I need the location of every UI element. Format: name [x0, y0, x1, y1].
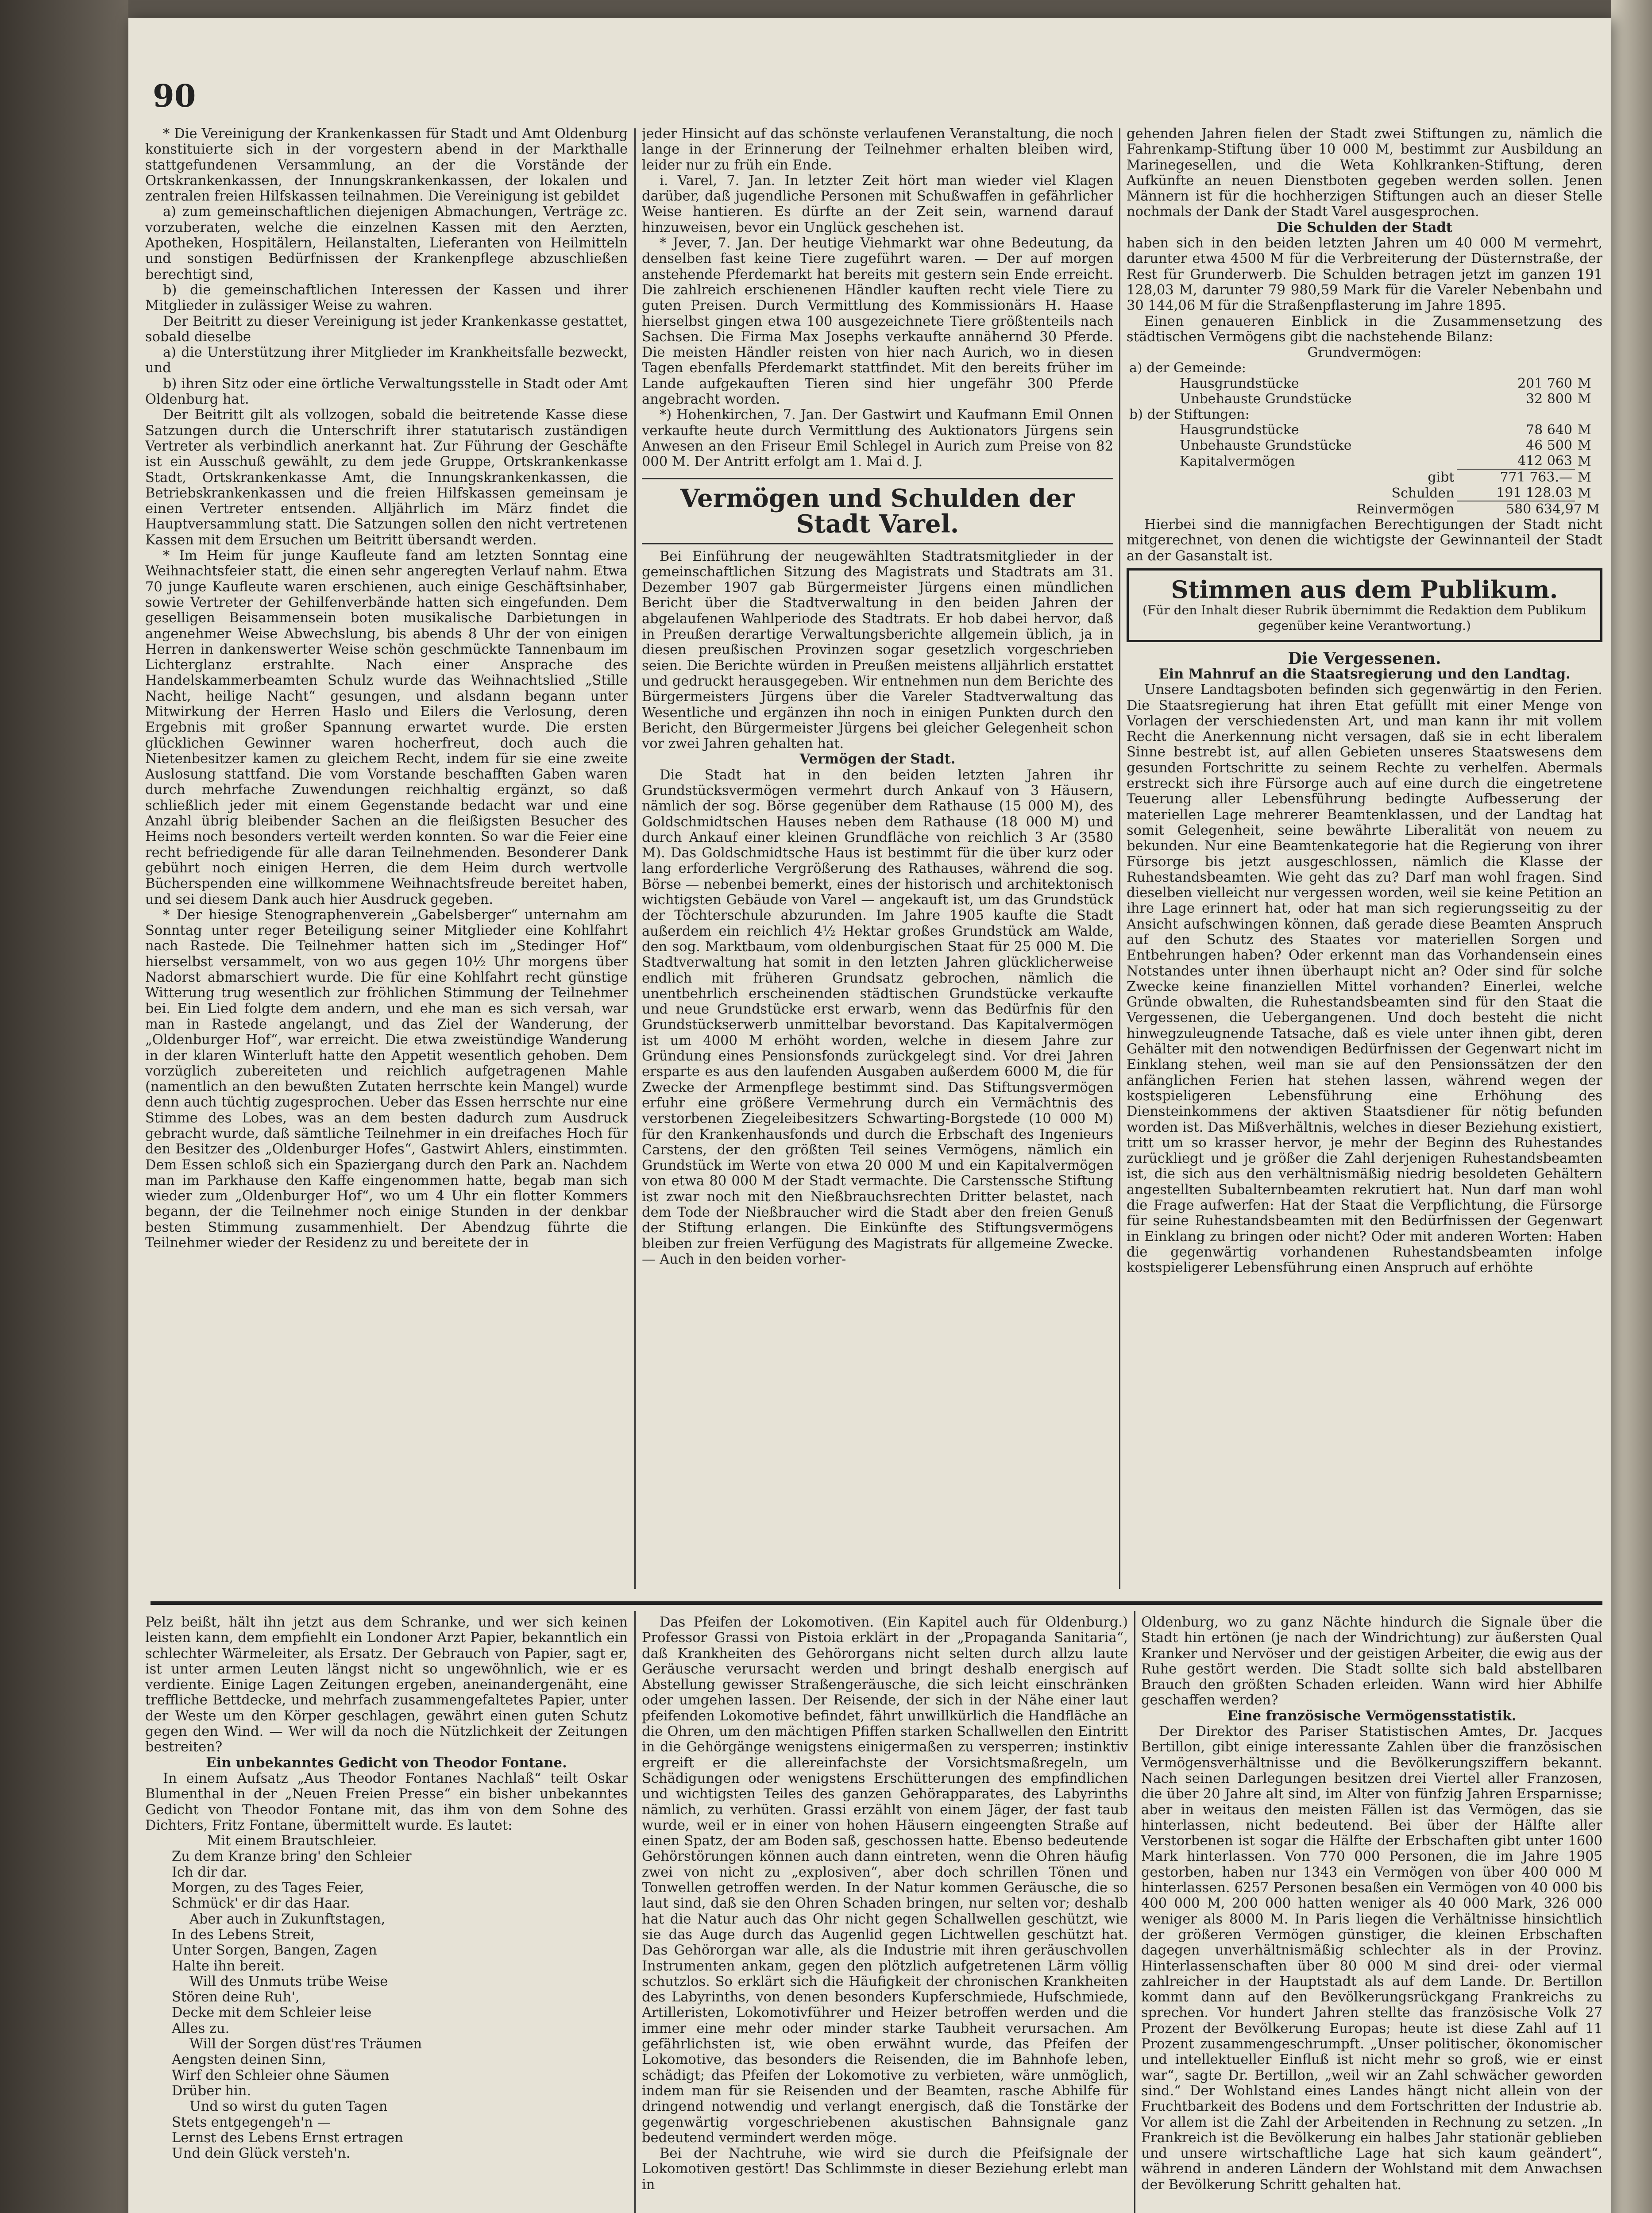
page-number: 90: [153, 77, 196, 114]
poem-line: Halte ihn bereit.: [172, 1958, 285, 1974]
article-paragraph: Bei der Nachtruhe, wie wird sie durch die Pfeifsignale der Lokomotiven gestört! Das Schlimmste in dieser Beziehung erlebt man in: [642, 2146, 1128, 2193]
balance-value: 771 763.—: [1500, 470, 1573, 486]
table-row: [1127, 376, 1602, 391]
poem-line: Und so wirst du guten Tagen: [189, 2099, 388, 2115]
poem-line: Decke mit dem Schleier leise: [172, 2005, 372, 2021]
list-item: a) zum gemeinschaftlichen diejenigen Abmachungen, Verträge zc. vorzuberaten, welche die einzelnen Kassen mit den Aerzten, Apotheken, Hospitälern, Heilanstalten, Lieferanten von Heilmitteln und sonstigen Bedürfnissen der Krankenpflege abzuschließen berechtigt sind,: [145, 204, 628, 282]
balance-value: 412 063: [1457, 453, 1575, 469]
table-row: [1127, 391, 1602, 407]
article-paragraph: Hierbei sind die mannigfachen Berechtigungen der Stadt nicht mitgerechnet, von denen die wichtigste der Gewinnanteil der Stadt an der Gasanstalt ist.: [1127, 517, 1602, 564]
article-paragraph: Bei Einführung der neugewählten Stadtratsmitglieder in der gemeinschaftlichen Sitzung des Magistrats und Stadtrats am 31. Dezember 1907 gab Bürgermeister Jürgens einen mündlichen Bericht über die Stadtverwaltung in den beiden Jahren der abgelaufenen Wahlperiode des Stadtrats. Er hob dabei hervor, daß in Preußen derartige Verwaltungsberichte allgemein üblich, ja in diesen preußischen Provinzen sogar gesetzlich vorgeschrieben seien. Die Berichte würden in Preußen meistens alljährlich erstattet und gedruckt herausgegeben. Wir entnehmen nun dem Berichte des Bürgermeisters Jürgens über die Vareler Stadtverwaltung das Wesentliche und ergänzen ihn noch in einigen Punkten durch den Bericht, den Bürgermeister Jürgens bei gleicher Gelegenheit schon vor zwei Jahren gehalten hat.: [642, 548, 1113, 752]
column-rule: [634, 128, 636, 1589]
balance-value: 78 640: [1526, 422, 1573, 438]
poem-line: In des Lebens Streit,: [172, 1927, 315, 1943]
balance-label: gibt: [1428, 469, 1455, 485]
table-row: [1127, 422, 1602, 438]
column-rule: [1119, 128, 1120, 1589]
table-row: [1127, 453, 1602, 469]
poem: [145, 1849, 628, 2161]
article-paragraph: Einen genaueren Einblick in die Zusammensetzung des städtischen Vermögens gibt die nachstehende Bilanz:: [1127, 313, 1602, 345]
column-2: [642, 126, 1113, 1596]
article-weihnachtsfeier: * Im Heim für junge Kaufleute fand am letzten Sonntag eine Weihnachtsfeier statt, die einen sehr angeregten Verlauf nahm. Etwa 70 junge Kaufleute waren erschienen, auch einige Geschäftsinhaber, sowie Vertreter der Gehilfenverbände hatten sich eingefunden. Dem geselligen Beisammensein boten musikalische Darbietungen in angenehmer Weise Abwechslung, bis abends 8 Uhr der von einigen Herren in dankenswerter Weise schön geschmückte Tannenbaum im Lichterglanz erstrahlte. Nach einer Ansprache des Handelskammerbeamten Schulz wurde das Weihnachtslied „Stille Nacht, heilige Nacht“ gesungen, und alsdann begann unter Mitwirkung der Herren Haslo und Eilers die Verlosung, deren Ergebnis mit großer Spannung erwartet wurde. Die ersten glücklichen Gewinner waren hocherfreut, doch auch die Nietenbesitzer kamen zu gleichem Recht, indem für sie eine zweite Auslosung stattfand. Die vom Vorstande beschafften Gaben waren durch mehrfache Zuwendungen reichhaltig ergänzt, so daß schließlich jeder mit einem Gegenstande bedacht war und eine Anzahl übrig bleibender Sachen an die fleißigsten Besucher des Heims noch besonders verteilt werden konnten. So war die Feier eine recht befriedigende für alle daran Teilnehmenden. Besonderer Dank gebührt noch einigen Herren, die dem Heim durch wertvolle Bücherspenden eine willkommene Weihnachtsfreude bereitet haben, und sei diesem Dank auch hier Ausdruck gegeben.: [145, 548, 628, 907]
article-paragraph: gehenden Jahren fielen der Stadt zwei Stiftungen zu, nämlich die Fahrenkamp-Stiftung über 10 000 M, bestimmt zur Ausbildung an Marinegesellen, und die Weta Kohlkranken-Stiftung, deren Aufkünfte an neuen Dienstboten gegeben werden sollen. Jenen Männern ist für die hochherzigen Stiftungen auch an dieser Stelle nochmals der Dank der Stadt Varel ausgesprochen.: [1127, 126, 1602, 220]
poem-line: Lernst des Lebens Ernst ertragen: [172, 2130, 403, 2146]
list-item: a) die Unterstützung ihrer Mitglieder im Krankheitsfalle bezweckt, und: [145, 345, 628, 376]
column-rule: [1134, 1611, 1135, 2213]
poem-line: Aengsten deinen Sinn,: [172, 2052, 326, 2068]
balance-value: 32 800: [1526, 391, 1573, 407]
balance-heading: Grundvermögen:: [1307, 345, 1422, 361]
balance-label: Hausgrundstücke: [1180, 376, 1299, 392]
poem-line: Morgen, zu des Tages Feier,: [172, 1880, 364, 1896]
balance-label: Hausgrundstücke: [1180, 422, 1299, 438]
balance-table: [1127, 345, 1602, 517]
article-paragraph: Die Stadt hat in den beiden letzten Jahren ihr Grundstücksvermögen vermehrt durch Ankauf von 3 Häusern, nämlich der sog. Börse gegenüber dem Rathause (15 000 M), des Goldschmidtschen Hauses neben dem Rathause (18 000 M) und durch Ankauf einer kleinen Grundfläche von reichlich 3 Ar (3580 M). Das Goldschmidtsche Haus ist bestimmt für die über kurz oder lang erforderliche Vergrößerung des Rathauses, während die sog. Börse — nebenbei bemerkt, eines der historisch und architektonisch wichtigsten Gebäude von Varel — angekauft ist, um das Grundstück der Töchterschule abzurunden. Im Jahre 1905 kaufte die Stadt außerdem ein reichlich 4½ Hektar großes Grundstück am Walde, den sog. Marktbaum, vom oldenburgischen Staat für 25 000 M. Die Stadtverwaltung hat somit in den letzten Jahren glücklicherweise endlich mit früheren Grundsatz gebrochen, nämlich die unentbehrlich erscheinenden städtischen Grundstücke verkaufte und neue Grundstücke erst erwarb, wenn das Bedürfnis für den Grundstückserwerb unmittelbar bevorstand. Das Kapitalvermögen ist um 4000 M erhöht worden, welche in diesem Jahre zur Gründung eines Pensionsfonds zurückgelegt sind. Vor drei Jahren ersparte es aus den laufenden Ausgaben außerdem 6000 M, die für Zwecke der Armenpflege bestimmt sind. Das Stiftungsvermögen erfuhr eine größere Vermehrung durch ein Vermächtnis des verstorbenen Ziegeleibesitzers Schwarting-Borgstede (10 000 M) für den Krankenhausfonds und durch die Erbschaft des Ingenieurs Carstens, der den größten Teil seines Vermögens, nämlich ein Grundstück im Werte von etwa 20 000 M und ein Kapitalvermögen von etwa 80 000 M der Stadt vermachte. Die Carstenssche Stiftung ist zwar noch mit den Nießbrauchsrechten Dritter belastet, nach dem Tode der Nießbraucher wird die Stadt aber den freien Genuß der Stiftung erlangen. Die Einkünfte des Stiftungsvermögens bleiben zur freien Verfügung des Magistrats für allgemeine Zwecke. — Auch in den beiden vorher-: [642, 767, 1113, 1267]
article-varel: i. Varel, 7. Jan. In letzter Zeit hört man wieder viel Klagen darüber, daß jugendliche Personen mit Schußwaffen in gefährlicher Weise hantieren. Es dürfte an der Zeit sein, warnend darauf hinzuweisen, bevor ein Unglück geschehen ist.: [642, 173, 1113, 235]
poem-line: Zu dem Kranze bring' den Schleier: [172, 1849, 412, 1865]
scan-edge-right: [1611, 0, 1652, 2213]
article-paragraph: haben sich in den beiden letzten Jahren um 40 000 M vermehrt, darunter etwa 4500 M für die Verbreiterung der Düsternstraße, der Rest für Grunderwerb. Die Schulden betragen jetzt im ganzen 191 128,03 M, darunter 79 980,59 Mark für die Vareler Nebenbahn und 30 144,06 M für die Straßenpflasterung im Jahre 1895.: [1127, 235, 1602, 314]
article-title: Ein unbekanntes Gedicht von Theodor Fontane.: [206, 1754, 567, 1771]
list-item: b) die gemeinschaftlichen Interessen der Kassen und ihrer Mitglieder in zulässiger Weise zu wahren.: [145, 282, 628, 314]
feuilleton-column-2: [642, 1615, 1128, 2213]
balance-group: b) der Stiftungen:: [1129, 407, 1250, 423]
poem-line: Wirf den Schleier ohne Säumen: [172, 2067, 390, 2083]
article-stenographenverein: * Der hiesige Stenographenverein „Gabelsberger“ unternahm am Sonntag unter reger Beteiligung seiner Mitglieder eine Kohlfahrt nach Rastede. Die Teilnehmer hatten sich im „Stedinger Hof“ hierselbst versammelt, von wo aus gegen 10½ Uhr morgens über Nadorst abmarschiert wurde. Die für eine Kohlfahrt recht günstige Witterung trug wesentlich zur fröhlichen Stimmung der Teilnehmer bei. Ein Lied folgte dem andern, und ehe man es sich versah, war man in Rastede angelangt, und das Ziel der Wanderung, der „Oldenburger Hof“, war erreicht. Die etwa zweistündige Wanderung in der klaren Winterluft hatte den Appetit wesentlich gehoben. Dem vorzüglich zubereiteten und reichlich aufgetragenen Mahle (namentlich an den bewußten Zutaten herrschte kein Mangel) wurde denn auch tüchtig zugesprochen. Ueber das Essen herrschte nur eine Stimme des Lobes, was an dem besten dadurch zum Ausdruck gebracht wurde, daß sämtliche Teilnehmer in ein dreifaches Hoch für den Besitzer des „Oldenburger Hofes“, Gastwirt Ahlers, einstimmten. Dem Essen schloß sich ein Spaziergang durch den Park an. Nachdem man im Parkhause den Kaffe eingenommen hatte, begab man sich wieder zum „Oldenburger Hof“, wo um 4 Uhr ein flotter Kommers begann, der die Teilnehmer noch einige Stunden in der denkbar besten Stimmung zusammenhielt. Der Abendzug führte die Teilnehmer wieder der Residenz zu und bereitete der in: [145, 907, 628, 1251]
article-paragraph: Der Beitritt gilt als vollzogen, sobald die beitretende Kasse diese Satzungen durch die Unterschrift ihrer statutarisch zuständigen Vertreter als verbindlich anerkannt hat. Zur Führung der Geschäfte ist ein Ausschuß gewählt, zu dem jede Gruppe, Ortskrankenkasse Stadt, Ortskrankenkasse Amt, die Innungskrankenkassen, die Betriebskrankenkassen und die freien Hilfskassen gemeinsam je einen Vertreter entsenden. Alljährlich im März findet die Hauptversammlung statt. Die Satzungen sollen den nicht vertretenen Kassen mit dem Ersuchen um Beitritt übersandt werden.: [145, 407, 628, 548]
poem-line: Stören deine Ruh',: [172, 1989, 300, 2005]
balance-label: Schulden: [1391, 485, 1455, 501]
scan-edge-left: [0, 0, 128, 2213]
section-divider: [642, 478, 1113, 479]
feuilleton-column-3: [1141, 1615, 1602, 2213]
column-1: [145, 126, 628, 1596]
article-lokomotiven: Das Pfeifen der Lokomotiven. (Ein Kapitel auch für Oldenburg.) Professor Grassi von Pistoia erklärt in der „Propaganda Sanitaria“, daß Krankheiten des Gehörorgans nicht selten durch allzu laute Geräusche verursacht werden und bringt deshalb energisch auf Abstellung gewisser Straßengeräusche, die sich leicht einschränken oder umgehen lassen. Der Reisende, der sich in der Nähe einer laut pfeifenden Lokomotive befindet, fährt unwillkürlich die Handfläche an die Ohren, um den mächtigen Pfiffen starken Schallwellen den Eintritt in die Gehörgänge wenigstens einigermaßen zu versperren; instinktiv ergreift er die allereinfachste der Vorsichtsmaßregeln, um Schädigungen oder wenigstens Erschütterungen des empfindlichen und wichtigsten Teiles des ganzen Gehörapparates, des Labyrinths nämlich, zu verhüten. Grassi erzählt von einem Jäger, der fast taub wurde, weil er in einer von hohen Häusern eingeengten Straße auf einen Spatz, der am Boden saß, geschossen hatte. Ebenso bedeutende Gehörstörungen können auch dann eintreten, wenn die Ohren häufig zwei von nicht zu „explosiven“, aber doch schrillen Tönen und Tonwellen getroffen werden. In der Natur kommen Geräusche, die so laut sind, daß sie den Ohren Schaden bringen, nur selten vor; deshalb hat die Natur auch das Ohr nicht gegen Schallwellen geschützt, wie sie das Auge durch das Augenlid gegen Lichtwellen geschützt hat. Das Gehörorgan war alle, als die Industrie mit ihren geräuschvollen Instrumenten ankam, gegen den plötzlich aufgetretenen Lärm völlig schutzlos. So erklärt sich die Häufigkeit der chronischen Krankheiten des Labyrinths, von denen besonders Kupferschmiede, Hufschmiede, Artilleristen, Lokomotivführer und Heizer betroffen werden und die immer eine mehr oder minder starke Taubheit verursachen. Am gefährlichsten ist, wie oben erwähnt wurde, das Pfeifen der Lokomotive, das besonders die Reisenden, die im Bahnhofe leben, schädigt; das Pfeifen der Lokomotive zu verbieten, wäre unmöglich, indem man für sie Reisenden und der Beamten, rasche Abhilfe für dringend notwendig und verlangt energisch, daß die Tonstärke der gegenwärtig vorgeschriebenen akustischen Bahnsignale ganz bedeutend vermindert werden möge.: [642, 1615, 1128, 2146]
balance-unit: M: [1578, 391, 1591, 407]
article-paragraph: Pelz beißt, hält ihn jetzt aus dem Schranke, und wer sich keinen leisten kann, dem empfiehlt ein Londoner Arzt Papier, bekanntlich ein schlechter Wärmeleiter, als Ersatz. Der Gebrauch von Papier, sagt er, ist unter armen Leuten längst nicht so ungewöhnlich, wie er es verdiente. Einige Lagen Zeitungen ergeben, aneinandergenäht, eine treffliche Bettdecke, und mehrfach zusammengefaltetes Papier, unter der Weste um den Körper geschlagen, gewährt einen guten Schutz gegen den Wind. — Wer will da noch die Nützlichkeit der Zeitungen bestreiten?: [145, 1615, 628, 1755]
column-3: [1127, 126, 1602, 1596]
section-title: Stimmen aus dem Publikum.: [1171, 575, 1558, 604]
article-paragraph: jeder Hinsicht auf das schönste verlaufenen Veranstaltung, die noch lange in der Erinnerung der Teilnehmer erhalten bleiben wird, leider nur zu früh ein Ende.: [642, 126, 1113, 173]
table-row: Schulden 191 128.03 M: [1127, 485, 1602, 501]
poem-line: Will der Sorgen düst'res Träumen: [189, 2036, 422, 2052]
article-krankenkassen: * Die Vereinigung der Krankenkassen für Stadt und Amt Oldenburg konstituierte sich in der vorgestern abend in der Markthalle stattgefundenen Versammlung, an der die Vorstände der Ortskrankenkassen, der Innungskrankenkassen, der lokalen und zentralen freien Hilfskassen teilnahmen. Die Vereinigung ist gebildet: [145, 126, 628, 204]
section-divider: [642, 543, 1113, 544]
article-title: Die Vergessenen.: [1288, 649, 1441, 668]
poem-line: Und dein Glück versteh'n.: [172, 2146, 351, 2162]
balance-value: 580 634,97 M: [1505, 501, 1600, 517]
article-paragraph: In einem Aufsatz „Aus Theodor Fontanes Nachlaß“ teilt Oskar Blumenthal in der „Neuen Freien Presse“ ein bisher unbekanntes Gedicht von Theodor Fontane mit, das ihm von dem Sohne des Dichters, Fritz Fontane, übermittelt wurde. Es lautet:: [145, 1770, 628, 1833]
poem-line: Alles zu.: [172, 2020, 230, 2036]
balance-label: Kapitalvermögen: [1180, 453, 1295, 469]
balance-label: Unbehauste Grundstücke: [1180, 391, 1352, 407]
balance-unit: M: [1578, 422, 1591, 438]
article-title: Vermögen und Schulden der Stadt Varel.: [680, 483, 1075, 539]
balance-value: 191 128.03: [1457, 485, 1575, 501]
table-row: gibt 771 763.— M: [1127, 469, 1602, 485]
poem-line: Drüber hin.: [172, 2083, 251, 2099]
feuilleton-divider: [151, 1601, 1602, 1605]
section-disclaimer: (Für den Inhalt dieser Rubrik übernimmt die Redaktion dem Publikum gegenüber keine Verantwortung.): [1143, 603, 1586, 633]
article-subtitle: Ein Mahnruf an die Staatsregierung und den Landtag.: [1158, 666, 1571, 682]
article-paragraph: Der Direktor des Pariser Statistischen Amtes, Dr. Jacques Bertillon, gibt einige interessante Zahlen über die französischen Vermögensverhältnisse und die Bevölkerungsziffern bekannt. Nach seinen Darlegungen besitzen drei Viertel aller Franzosen, die über 20 Jahre alt sind, im Alter von fünfzig Jahren Ersparnisse; aber in weitaus den meisten Fällen ist das Vermögen, das sie hinterlassen, nicht bedeutend. Bei über der Hälfte aller Verstorbenen ist sogar die Hälfte der Erbschaften gibt unter 1600 Mark hinterlassen. Von 770 000 Personen, die im Jahre 1905 gestorben, haben nur 1343 ein Vermögen von über 400 000 M hinterlassen. 6257 Personen besaßen ein Vermögen von 40 000 bis 400 000 M, 200 000 hatten weniger als 40 000 Mark, 326 000 weniger als 8000 M. In Paris liegen die Verhältnisse hinsichtlich der größeren Vermögen günstiger, die kleinen Erbschaften dagegen unverhältnismäßig schlechter als in der Provinz. Hinterlassenschaften über 80 000 M sind drei- oder viermal zahlreicher in der Hauptstadt als auf dem Lande. Dr. Bertillon kommt dann auf den Bevölkerungsrückgang Frankreichs zu sprechen. Vor hundert Jahren stellte das französische Volk 27 Prozent der Bevölkerung Europas; heute ist diese Zahl auf 11 Prozent zusammengeschrumpft. „Unser politischer, ökonomischer und intellektueller Einfluß ist nicht mehr so groß, wie er einst war“, sagte Dr. Bertillon, „weil wir an Zahl schwächer geworden sind.“ Der Wohlstand eines Landes hängt nicht allein von der Fruchtbarkeit des Bodens und dem Fortschritten der Industrie ab. Vor allem ist die Zahl der Arbeitenden in Rechnung zu setzen. „In Frankreich ist die Bevölkerung ein halbes Jahr stationär geblieben und unsere wirtschaftliche Lage hat sich kaum geändert“, während in anderen Ländern der Wohlstand mit dem Anwachsen der Bevölkerung Schritt gehalten hat.: [1141, 1724, 1602, 2193]
section-heading: Die Schulden der Stadt: [1277, 219, 1452, 235]
balance-unit: M: [1578, 453, 1591, 469]
section-heading: Vermögen der Stadt.: [799, 751, 956, 767]
section-header-box: [1127, 568, 1602, 642]
poem-line: Will des Unmuts trübe Weise: [189, 1974, 388, 1989]
article-paragraph: Oldenburg, wo zu ganz Nächte hindurch die Signale über die Stadt hin ertönen (je nach der Windrichtung) zur äußersten Qual Kranker und Nervöser und der geistigen Arbeiter, die ewig aus der Ruhe gestört werden. Die Stadt sollte sich bald abstellbaren Brauch den größten Schaden erleiden. Wann wird hier Abhilfe geschaffen werden?: [1141, 1615, 1602, 1708]
poem-line: Stets entgegengeh'n —: [172, 2114, 331, 2130]
poem-line: Aber auch in Zukunftstagen,: [189, 1911, 386, 1927]
list-item: b) ihren Sitz oder eine örtliche Verwaltungsstelle in Stadt oder Amt Oldenburg hat.: [145, 376, 628, 408]
balance-label: Reinvermögen: [1356, 501, 1455, 517]
article-paragraph: Unsere Landtagsboten befinden sich gegenwärtig in den Ferien. Die Staatsregierung hat ihren Etat gefüllt mit einer Menge von Vorlagen der verschiedensten Art, und man kann ihr mit vollem Recht die Anerkennung nicht versagen, daß sie in echt liberalem Sinne bestrebt ist, auf allen Gebieten unseres Staatswesens dem gesunden Fortschritte zu seinem Rechte zu verhelfen. Abermals erstreckt sich ihre Fürsorge auch auf eine durch die eingetretene Teuerung aller Lebensführung bedingte Aufbesserung der materiellen Lage mehrerer Beamtenklassen, und der Landtag hat somit Gelegenheit, seine bewährte Liberalität von neuem zu bekunden. Nur eine Beamtenkategorie hat die Regierung von ihrer Fürsorge bis jetzt ausgeschlossen, nämlich die Klasse der Ruhestandsbeamten. Wie geht das zu? Darf man wohl fragen. Sind dieselben vielleicht nur vergessen worden, weil sie keine Petition an ihre Lage erinnert hat, oder hat man sich regierungsseitig zu der Ansicht aufschwingen können, daß gerade diese Beamten Anspruch auf den Schutz des Staates vor materiellen Sorgen und Entbehrungen haben? Oder erkennt man das Vorhandensein eines Notstandes unter ihnen überhaupt nicht an? Oder sind für solche Zwecke keine finanziellen Mittel vorhanden? Einerlei, welche Gründe obwalten, die Ruhestandsbeamten sind für den Staat die Vergessenen, die Uebergangenen. Und doch besteht die nicht hinwegzuleugnende Tatsache, daß es viele unter ihnen gibt, deren Gehälter mit den notwendigen Bedürfnissen der Gegenwart nicht im Einklang stehen, weil man sie auf den Pensionssätzen der den anfänglichen Ferien hat stehen lassen, während wegen der kostspieligeren Lebensführung eine Erhöhung des Diensteinkommens der aktiven Staatsdiener für nötig befunden worden ist. Das Mißverhältnis, welches in dieser Beziehung existiert, tritt um so krasser hervor, je mehr der Beginn des Ruhestandes zurückliegt und je größer die Zahl derjenigen Ruhestandsbeamten ist, die sich aus den verhältnismäßig niedrig besoldeten Gehältern angestellten Subalternbeamten rekrutiert hat. Nun darf man wohl die Frage aufwerfen: Hat der Staat die Verpflichtung, die Fürsorge für seine Ruhestandsbeamten mit den Bedürfnissen der Gegenwart in Einklang zu bringen oder nicht? Oder mit anderen Worten: Haben die gegenwärtig vorhandenen Ruhestandsbeamten infolge kostspieligerer Lebensführung einen Anspruch auf erhöhte: [1127, 682, 1602, 1276]
poem-title: Mit einem Brautschleier.: [207, 1833, 377, 1849]
balance-group: a) der Gemeinde:: [1129, 360, 1246, 376]
poem-line: Unter Sorgen, Bangen, Zagen: [172, 1943, 377, 1959]
article-hohenkirchen: *) Hohenkirchen, 7. Jan. Der Gastwirt und Kaufmann Emil Onnen verkaufte heute durch Vermittlung des Auktionators Jürgens sein Anwesen an den Friseur Emil Schlegel in Aurich zum Preise von 82 000 M. Der Antritt erfolgt am 1. Mai d. J.: [642, 407, 1113, 470]
balance-unit: M: [1578, 438, 1591, 454]
balance-label: Unbehauste Grundstücke: [1180, 438, 1352, 454]
balance-value: 201 760: [1517, 376, 1573, 392]
poem-line: Schmück' er dir das Haar.: [172, 1896, 350, 1912]
article-title: Eine französische Vermögensstatistik.: [1227, 1708, 1517, 1724]
table-row: [1127, 438, 1602, 453]
feuilleton-column-1: [145, 1615, 628, 2213]
column-rule: [634, 1611, 636, 2213]
balance-unit: M: [1578, 376, 1591, 392]
balance-value: 46 500: [1526, 438, 1573, 454]
poem-line: Ich dir dar.: [172, 1864, 247, 1880]
article-paragraph: Der Beitritt zu dieser Vereinigung ist jeder Krankenkasse gestattet, sobald dieselbe: [145, 313, 628, 345]
table-row: [1127, 501, 1602, 517]
article-jever: * Jever, 7. Jan. Der heutige Viehmarkt war ohne Bedeutung, da denselben fast keine Tiere zugeführt waren. — Der auf morgen anstehende Pferdemarkt hat bereits mit gestern sein Ende erreicht. Die zahlreich erschienenen Händler kauften recht viele Tiere zu guten Preisen. Durch Vermittlung des Kommissionärs H. Haase hierselbst gingen etwa 100 ausgezeichnete Tiere größtenteils nach Sachsen. Die Firma Max Josephs verkaufte annähernd 30 Pferde. Die meisten Händler reisten von hier nach Aurich, wo in diesen Tagen ebenfalls Pferdemarkt stattfindet. Mit den bereits früher im Lande aufgekauften Tieren sind hier ungefähr 300 Pferde angebracht worden.: [642, 235, 1113, 408]
